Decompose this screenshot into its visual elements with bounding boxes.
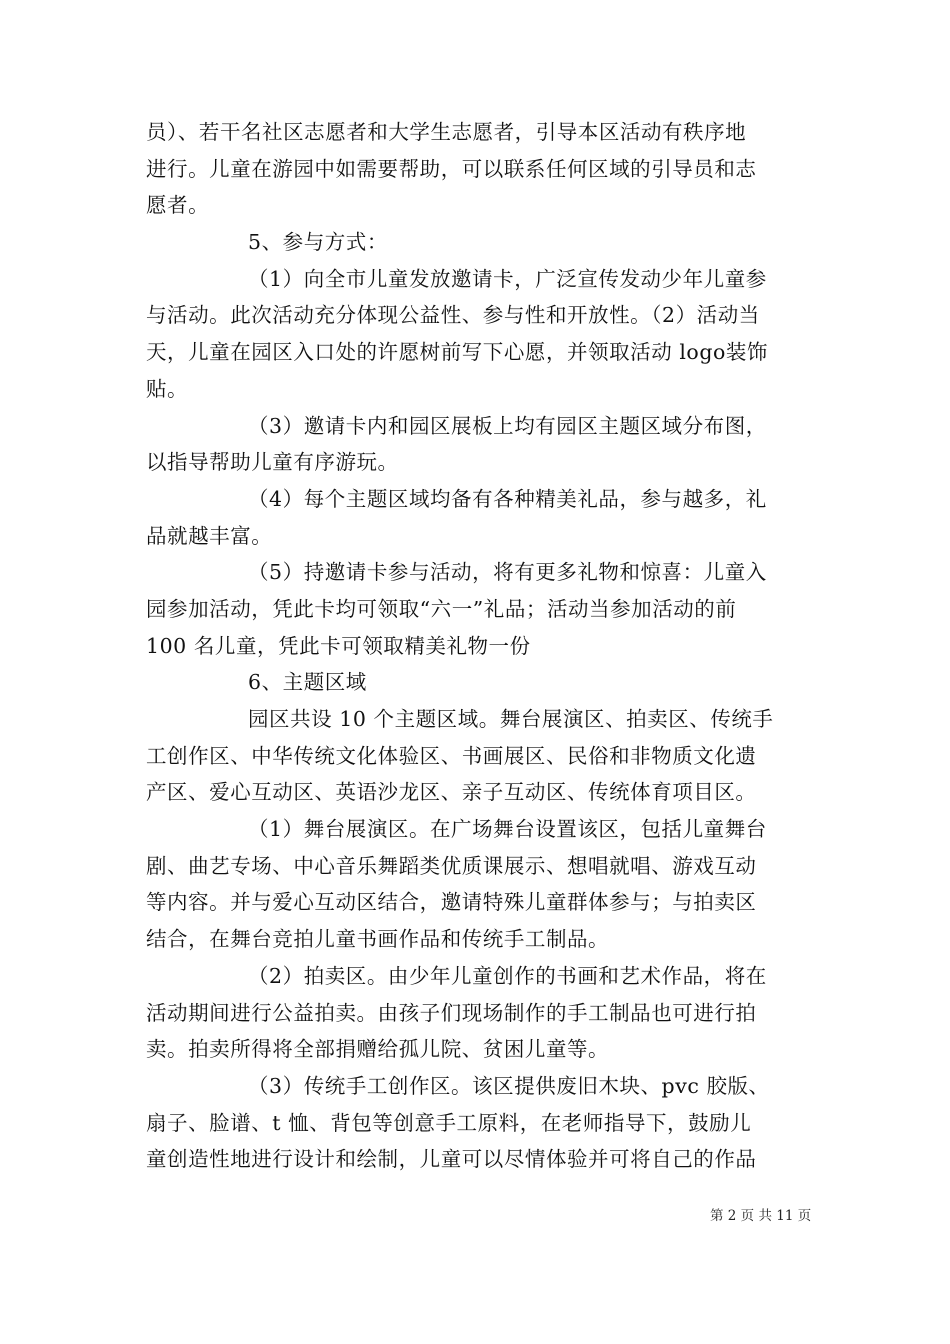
text-line: （3）邀请卡内和园区展板上均有园区主题区域分布图， [248,413,767,438]
text-line: 与活动。此次活动充分体现公益性、参与性和开放性。（2）活动当 [146,303,760,328]
text-line: 活动期间进行公益拍卖。由孩子们现场制作的手工制品也可进行拍 [146,1000,757,1025]
page-number: 第 2 页 共 11 页 [710,1208,812,1224]
text-line: 6、主题区域 [248,670,367,695]
document-body [146,114,808,1178]
text-line: （1）向全市儿童发放邀请卡，广泛宣传发动少年儿童参 [248,266,767,291]
text-line: （5）持邀请卡参与活动，将有更多礼物和惊喜：儿童入 [248,560,767,585]
text-line: 5、参与方式： [248,230,388,255]
text-line: 等内容。并与爱心互动区结合，邀请特殊儿童群体参与；与拍卖区 [146,890,757,915]
text-line: 100 名儿童，凭此卡可领取精美礼物一份 [146,633,531,658]
text-line: 结合，在舞台竞拍儿童书画作品和传统手工制品。 [146,927,610,952]
text-line: 剧、曲艺专场、中心音乐舞蹈类优质课展示、想唱就唱、游戏互动 [146,853,757,878]
text-line: 品就越丰富。 [146,523,273,548]
text-line: 童创造性地进行设计和绘制，儿童可以尽情体验并可将自己的作品 [146,1147,757,1172]
text-line: 工创作区、中华传统文化体验区、书画展区、民俗和非物质文化遗 [146,743,757,768]
text-line: 员）、若干名社区志愿者和大学生志愿者，引导本区活动有秩序地 [146,120,747,144]
text-line: （3）传统手工创作区。该区提供废旧木块、pvc 胶版、 [248,1073,770,1098]
text-line: 进行。儿童在游园中如需要帮助，可以联系任何区域的引导员和志 [146,156,757,181]
text-line: 以指导帮助儿童有序游玩。 [146,450,399,475]
text-line: （4）每个主题区域均备有各种精美礼品，参与越多，礼 [248,486,767,511]
text-line: （2）拍卖区。由少年儿童创作的书画和艺术作品，将在 [248,963,767,988]
text-line: 扇子、脸谱、t 恤、背包等创意手工原料，在老师指导下，鼓励儿 [146,1110,752,1135]
text-line: 愿者。 [146,193,210,218]
text-line: 贴。 [146,376,189,401]
text-line: 天，儿童在园区入口处的许愿树前写下心愿，并领取活动 logo装饰 [146,340,768,365]
text-line: （1）舞台展演区。在广场舞台设置该区，包括儿童舞台 [248,817,767,842]
text-line: 园参加活动，凭此卡均可领取“六一”礼品；活动当参加活动的前 [146,596,737,621]
text-line: 卖。拍卖所得将全部捐赠给孤儿院、贫困儿童等。 [146,1037,610,1062]
text-line: 园区共设 10 个主题区域。舞台展演区、拍卖区、传统手 [248,707,774,731]
text-line: 产区、爱心互动区、英语沙龙区、亲子互动区、传统体育项目区。 [146,780,757,805]
